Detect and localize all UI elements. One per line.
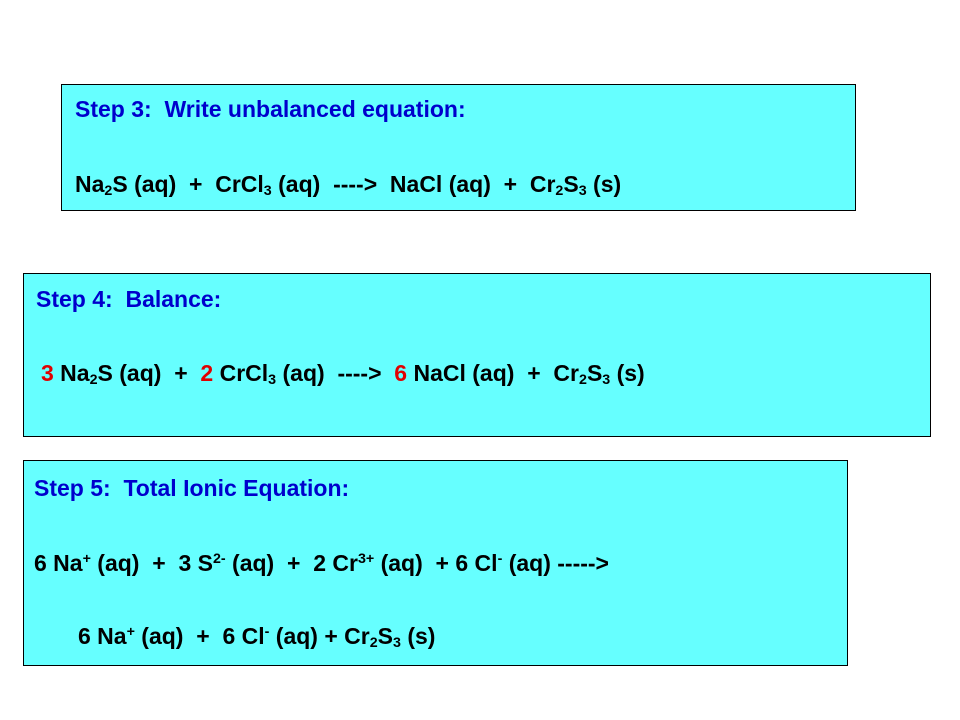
step4-eq-subscript: 3 (602, 372, 611, 389)
step5-eq-text: (aq) + Cr (269, 623, 370, 649)
step5-eq-text: (aq) + 6 Cl (134, 623, 265, 649)
step4-heading: Step 4: Balance: (36, 286, 222, 312)
step5-eq-subscript: 2 (369, 635, 378, 652)
step5-equation-line1 (34, 552, 609, 575)
step3-eq-subscript: 2 (104, 183, 113, 200)
step5-eq-text: 6 Na (34, 550, 83, 576)
step3-equation (75, 171, 622, 200)
step5-eq-text: (aq) + 3 S (90, 550, 213, 576)
step4-eq-text: (aq) ----> (276, 360, 395, 386)
step4-box (23, 273, 931, 437)
step5-eq-charge: 2- (213, 551, 226, 568)
step4-coefficient: 6 (394, 360, 408, 386)
step4-equation (41, 360, 645, 389)
step5-eq-text: (aq) + 6 Cl (374, 550, 498, 576)
step3-eq-text: S (aq) + CrCl (112, 171, 264, 197)
step4-coefficient: 2 (200, 360, 214, 386)
step4-coefficient: 3 (41, 360, 54, 386)
step3-eq-text: S (563, 171, 579, 197)
step5-eq-charge: + (126, 624, 135, 641)
step4-eq-text: Na (53, 360, 90, 386)
step3-eq-text: Na (75, 171, 105, 197)
step3-eq-subscript: 2 (555, 183, 564, 200)
step5-eq-charge: + (82, 551, 91, 568)
step3-eq-subscript: 3 (263, 183, 272, 200)
step4-eq-text: NaCl (aq) + Cr (407, 360, 579, 386)
step5-eq-text: (s) (400, 623, 436, 649)
step4-eq-text: S (586, 360, 603, 386)
step4-eq-subscript: 2 (89, 372, 98, 389)
step3-box (61, 84, 856, 211)
step5-eq-text: 6 Na (78, 623, 127, 649)
step3-eq-text: (s) (586, 171, 622, 197)
step5-eq-text: (aq) + 2 Cr (225, 550, 358, 576)
step5-equation-line2 (78, 623, 436, 652)
step5-eq-charge: - (264, 624, 270, 641)
step3-eq-text: (aq) ----> NaCl (aq) + Cr (271, 171, 556, 197)
step4-eq-subscript: 2 (579, 372, 587, 389)
step4-eq-subscript: 3 (268, 372, 277, 389)
step5-heading: Step 5: Total Ionic Equation: (34, 475, 350, 501)
step4-eq-text: (s) (610, 360, 645, 386)
step5-eq-charge: 3+ (357, 551, 375, 568)
step4-eq-text: CrCl (213, 360, 269, 386)
step5-eq-text: S (377, 623, 394, 649)
step4-eq-text: S (aq) + (97, 360, 201, 386)
step5-eq-charge: - (497, 551, 503, 568)
step5-eq-subscript: 3 (393, 635, 401, 652)
step3-heading: Step 3: Write unbalanced equation: (75, 96, 466, 122)
step5-eq-text: (aq) -----> (502, 550, 609, 576)
step5-box (23, 460, 848, 666)
step3-eq-subscript: 3 (578, 183, 587, 200)
